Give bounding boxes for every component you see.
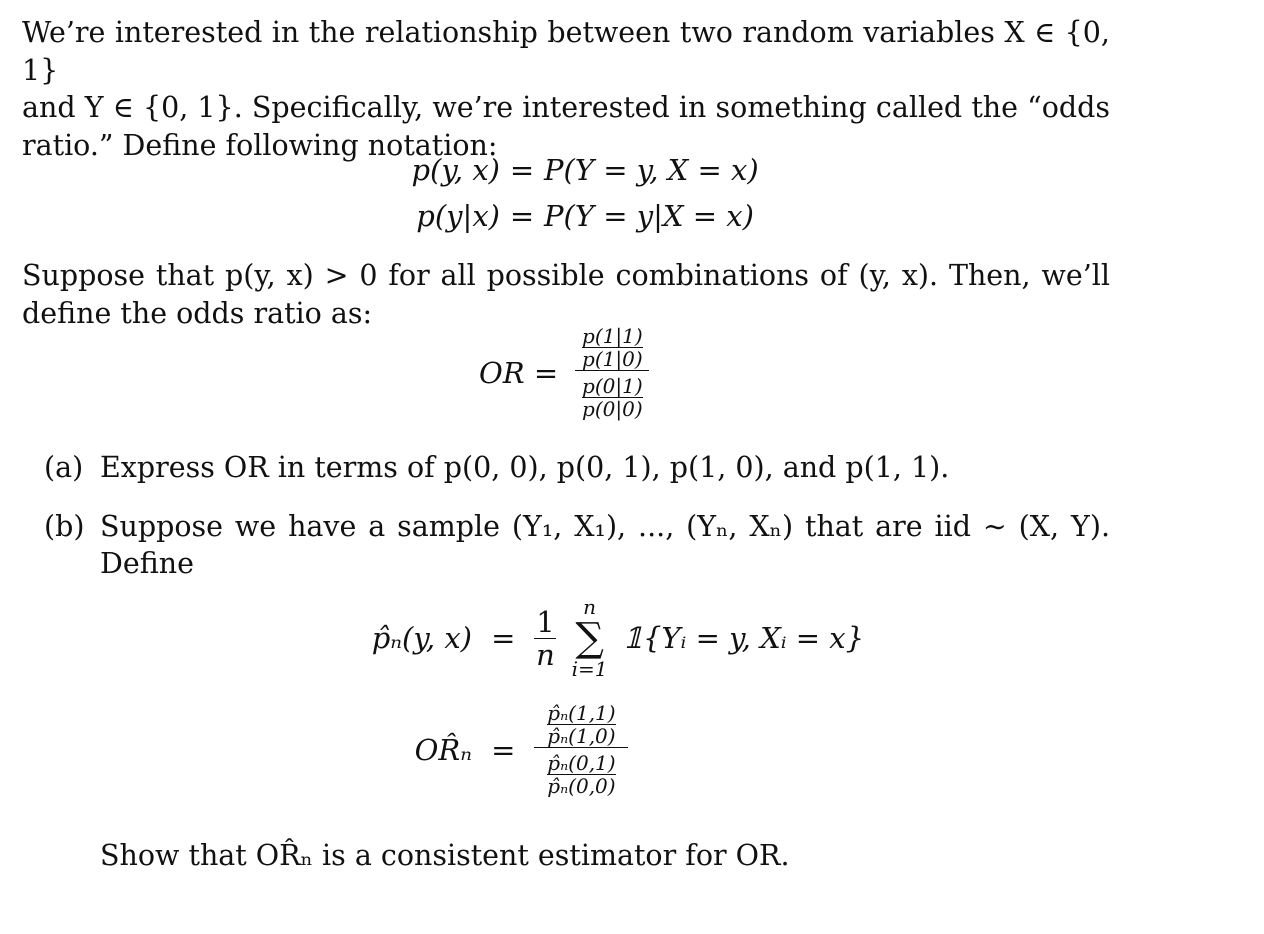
odds-ratio-formula	[479, 325, 649, 420]
intro-line-2: and Y ∈ {0, 1}. Specifically, we’re interested in something called the “odds	[22, 91, 1110, 124]
part-b-line-2: Define	[100, 547, 194, 580]
odds-ratio-den-bottom: p(0|0)	[582, 397, 643, 421]
orhat-denominator	[534, 747, 628, 797]
orhat-den-bottom: p̂ₙ(0,0)	[547, 774, 616, 798]
odds-ratio-denominator	[575, 370, 649, 420]
orhat-den-top: p̂ₙ(0,1)	[547, 751, 616, 775]
equals-sign: =	[509, 153, 535, 187]
definition-joint	[380, 147, 759, 193]
definition-joint-rhs: P(Y = y, X = x)	[544, 153, 759, 187]
orhat-numerator	[547, 702, 615, 747]
sum-lower-limit: i=1	[571, 657, 608, 681]
indicator-term: 𝟙{Yᵢ = y, Xᵢ = x}	[622, 621, 865, 655]
summation	[572, 596, 608, 680]
equals-sign: =	[509, 199, 535, 233]
equals-sign: =	[491, 732, 516, 767]
fraction-denominator: n	[536, 637, 555, 672]
definition-conditional-rhs: P(Y = y|X = x)	[544, 199, 754, 233]
suppose-line-2: define the odds ratio as:	[22, 296, 373, 330]
phat-lhs: p̂ₙ(y, x)	[371, 621, 472, 655]
intro-paragraph	[22, 14, 1110, 164]
sum-upper-limit: n	[583, 595, 597, 619]
odds-ratio-den-top: p(0|1)	[582, 374, 643, 398]
one-over-n-fraction	[534, 606, 556, 671]
part-b-line-1: Suppose we have a sample (Y₁, X₁), ..., (Yₙ, Xₙ) that are iid ∼ (X, Y).	[100, 510, 1110, 543]
sigma-icon: ∑	[575, 615, 604, 661]
odds-ratio-num-bottom: p(1|0)	[582, 347, 643, 371]
equals-sign: =	[491, 621, 516, 655]
orhat-num-top: p̂ₙ(1,1)	[547, 701, 616, 725]
phat-definition	[362, 596, 864, 680]
show-statement: Show that OR̂ₙ is a consistent estimator for OR.	[100, 839, 790, 872]
suppose-line-1: Suppose that p(y, x) > 0 for all possible combinations of (y, x). Then, we’ll	[22, 259, 1110, 292]
suppose-paragraph	[22, 257, 1110, 332]
odds-ratio-lhs: OR =	[479, 355, 559, 390]
definition-conditional	[380, 193, 759, 239]
odds-ratio-fraction	[575, 325, 649, 420]
part-a-label: (a)	[44, 451, 84, 484]
part-b-label: (b)	[44, 510, 85, 543]
intro-line-1: We’re interested in the relationship between two random variables X ∈ {0, 1}	[22, 16, 1110, 87]
orhat-fraction	[534, 702, 628, 797]
definition-conditional-lhs: p(y|x)	[416, 199, 500, 233]
intro-line-3: ratio.” Define following notation:	[22, 128, 498, 162]
orhat-lhs: OR̂ₙ	[414, 732, 472, 767]
part-a-text: Express OR in terms of p(0, 0), p(0, 1), p(1, 0), and p(1, 1).	[100, 451, 950, 484]
orhat-definition	[404, 702, 628, 797]
definition-joint-lhs: p(y, x)	[411, 153, 500, 187]
fraction-numerator: 1	[536, 604, 555, 639]
notation-definitions	[380, 147, 759, 239]
odds-ratio-num-top: p(1|1)	[582, 324, 643, 348]
orhat-num-bottom: p̂ₙ(1,0)	[547, 724, 616, 748]
odds-ratio-numerator	[582, 325, 643, 370]
